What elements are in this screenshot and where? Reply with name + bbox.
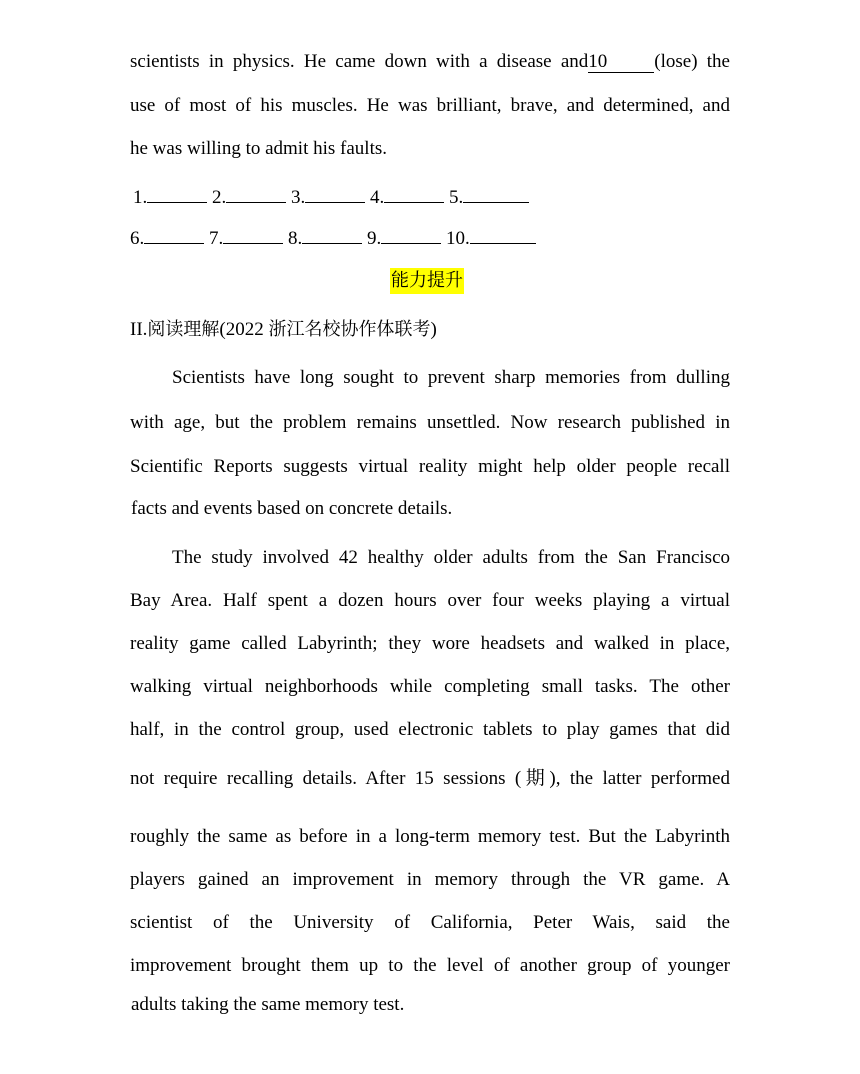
paragraph-2-line: The study involved 42 healthy older adults from the San Francisco (172, 547, 730, 568)
paragraph-2-line: Bay Area. Half spent a dozen hours over four weeks playing a virtual (130, 590, 730, 611)
paragraph-2-line: reality game called Labyrinth; they wore headsets and walked in place, (130, 633, 730, 654)
paragraph-2-line: half, in the control group, used electronic tablets to play games that did (130, 719, 730, 740)
paragraph-1-line: with age, but the problem remains unsettled. Now research published in (130, 412, 730, 433)
answer-row-2 (130, 227, 536, 251)
answer-blank[interactable] (470, 227, 536, 244)
section-title (130, 318, 437, 342)
paragraph-2-line: players gained an improvement in memory through the VR game. A (130, 869, 730, 890)
answer-blank[interactable] (463, 186, 529, 203)
answer-blank[interactable] (384, 186, 444, 203)
section-source: 浙江名校协作体联考 (268, 319, 431, 340)
answer-row-1 (133, 186, 529, 210)
answer-label: 1. (133, 187, 148, 208)
section-type: 阅读理解 (147, 319, 220, 340)
section-number: II. (130, 319, 148, 340)
answer-blank[interactable] (305, 186, 365, 203)
answer-blank[interactable] (381, 227, 441, 244)
section-source-close: ) (430, 319, 437, 340)
answer-blank[interactable] (226, 186, 286, 203)
section-source-open: (2022 (219, 319, 269, 340)
passage-line-1-text: scientists in physics. He came down with a disease and (130, 51, 589, 72)
answer-blank[interactable] (147, 186, 207, 203)
answer-label: 5. (449, 187, 464, 208)
paragraph-2-line: not require recalling details. After 15 sessions (期), the latter performed (130, 768, 730, 789)
passage-line-1-after: (lose) the (654, 51, 730, 72)
paragraph-2-line: adults taking the same memory test. (131, 994, 405, 1015)
section-heading: 能力提升 (390, 268, 464, 294)
answer-blank[interactable] (144, 227, 204, 244)
answer-label: 10. (446, 228, 470, 249)
answer-label: 7. (209, 228, 224, 249)
paragraph-1-line: Scientific Reports suggests virtual reality might help older people recall (130, 456, 730, 477)
answer-label: 8. (288, 228, 303, 249)
answer-label: 2. (212, 187, 227, 208)
answer-label: 9. (367, 228, 382, 249)
passage-line-2: use of most of his muscles. He was brilliant, brave, and determined, and (130, 95, 730, 116)
passage-line-3: he was willing to admit his faults. (130, 138, 388, 159)
answer-blank[interactable] (223, 227, 283, 244)
paragraph-1-line: facts and events based on concrete details. (131, 498, 453, 519)
paragraph-2-line: improvement brought them up to the level of another group of younger (130, 955, 730, 976)
answer-label: 3. (291, 187, 306, 208)
answer-label: 4. (370, 187, 385, 208)
paragraph-2-line: roughly the same as before in a long-term memory test. But the Labyrinth (130, 826, 730, 847)
answer-blank[interactable] (302, 227, 362, 244)
answer-blank-10[interactable]: 10 (588, 52, 654, 73)
passage-line-1 (130, 50, 730, 74)
paragraph-2-line: scientist of the University of California, Peter Wais, said the (130, 912, 730, 933)
paragraph-2-line: walking virtual neighborhoods while completing small tasks. The other (130, 676, 730, 697)
answer-label: 6. (130, 228, 145, 249)
paragraph-1-line: Scientists have long sought to prevent sharp memories from dulling (172, 367, 730, 388)
